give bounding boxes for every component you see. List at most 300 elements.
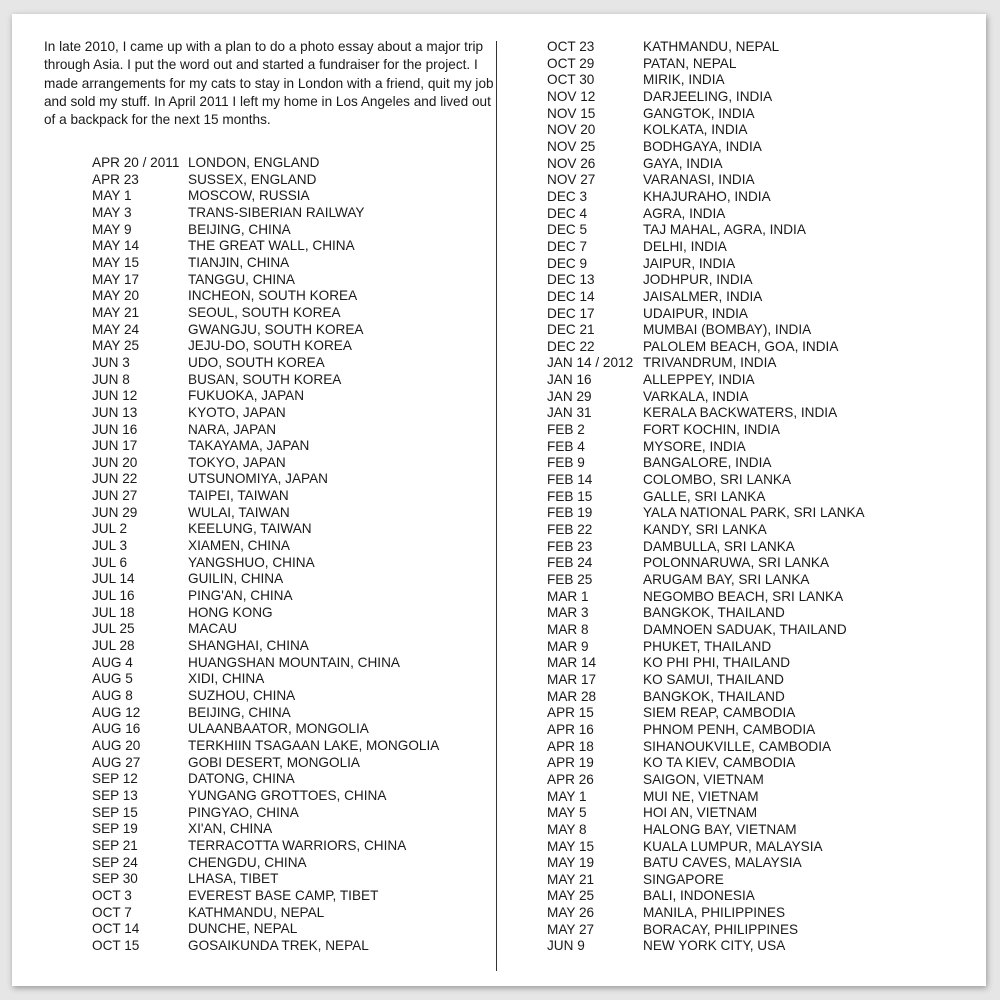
itinerary-date: MAY 8: [547, 821, 587, 837]
itinerary-place: INCHEON, SOUTH KOREA: [188, 288, 358, 304]
itinerary-column-left: [92, 155, 439, 955]
itinerary-place: MOSCOW, RUSSIA: [188, 188, 310, 204]
itinerary-date: MAY 21: [92, 304, 140, 320]
itinerary-date: MAY 15: [92, 254, 140, 270]
itinerary-place: VARKALA, INDIA: [643, 388, 749, 404]
itinerary-place: MACAU: [188, 621, 238, 637]
itinerary-place: KATHMANDU, NEPAL: [643, 39, 780, 54]
itinerary-date: NOV 12: [547, 88, 596, 104]
itinerary-row: [547, 755, 865, 772]
itinerary-row: [547, 355, 865, 372]
itinerary-row: [547, 239, 865, 256]
itinerary-place: KO TA KIEV, CAMBODIA: [643, 755, 796, 771]
itinerary-row: [92, 938, 439, 955]
itinerary-date: MAY 17: [92, 271, 140, 287]
itinerary-date: MAY 9: [92, 221, 132, 237]
itinerary-date: APR 19: [547, 755, 594, 771]
itinerary-place: THE GREAT WALL, CHINA: [188, 238, 355, 254]
itinerary-date: FEB 9: [547, 455, 585, 471]
itinerary-place: DATONG, CHINA: [188, 771, 295, 787]
itinerary-date: FEB 24: [547, 555, 593, 571]
itinerary-place: ARUGAM BAY, SRI LANKA: [643, 572, 810, 587]
itinerary-row: [547, 72, 865, 89]
itinerary-place: TAJ MAHAL, AGRA, INDIA: [643, 222, 806, 238]
itinerary-row: [547, 422, 865, 439]
itinerary-date: MAR 3: [547, 605, 589, 621]
itinerary-place: LHASA, TIBET: [188, 871, 279, 887]
itinerary-date: OCT 29: [547, 55, 595, 71]
itinerary-place: MIRIK, INDIA: [643, 72, 725, 88]
itinerary-place: JEJU-DO, SOUTH KOREA: [188, 338, 352, 354]
itinerary-date: MAY 1: [547, 788, 587, 804]
itinerary-row: [92, 255, 439, 272]
itinerary-date: JUN 8: [92, 371, 130, 387]
itinerary-date: MAY 21: [547, 871, 595, 887]
itinerary-date: JUN 9: [547, 938, 585, 954]
itinerary-row: [547, 822, 865, 839]
itinerary-place: JAISALMER, INDIA: [643, 288, 763, 304]
itinerary-date: JUN 27: [92, 488, 138, 504]
itinerary-place: TERKHIIN TSAGAAN LAKE, MONGOLIA: [188, 737, 440, 753]
itinerary-row: [547, 472, 865, 489]
itinerary-place: MYSORE, INDIA: [643, 438, 746, 454]
itinerary-place: UDAIPUR, INDIA: [643, 305, 748, 321]
itinerary-place: ULAANBAATOR, MONGOLIA: [188, 721, 369, 737]
itinerary-date: DEC 3: [547, 188, 588, 204]
itinerary-row: [547, 905, 865, 922]
itinerary-place: SIEM REAP, CAMBODIA: [643, 705, 796, 721]
itinerary-date: JUL 6: [92, 554, 128, 570]
itinerary-place: GWANGJU, SOUTH KOREA: [188, 321, 364, 337]
itinerary-row: [92, 322, 439, 339]
itinerary-date: OCT 3: [92, 887, 132, 903]
itinerary-row: [547, 405, 865, 422]
itinerary-row: [92, 871, 439, 888]
itinerary-date: MAY 19: [547, 855, 595, 871]
itinerary-date: JUN 29: [92, 504, 138, 520]
itinerary-place: KANDY, SRI LANKA: [643, 522, 767, 538]
itinerary-date: FEB 15: [547, 488, 593, 504]
itinerary-date: JUL 3: [92, 538, 128, 554]
itinerary-row: [92, 272, 439, 289]
itinerary-place: TIANJIN, CHINA: [188, 254, 290, 270]
itinerary-place: PHUKET, THAILAND: [643, 638, 772, 654]
itinerary-place: COLOMBO, SRI LANKA: [643, 472, 792, 488]
itinerary-date: AUG 27: [92, 754, 141, 770]
itinerary-place: HONG KONG: [188, 604, 273, 620]
itinerary-place: PING'AN, CHINA: [188, 588, 293, 604]
itinerary-row: [92, 422, 439, 439]
itinerary-date: JUL 16: [92, 588, 135, 604]
itinerary-place: CHENGDU, CHINA: [188, 854, 307, 870]
itinerary-row: [547, 772, 865, 789]
itinerary-date: APR 23: [92, 171, 139, 187]
itinerary-place: BATU CAVES, MALAYSIA: [643, 855, 802, 871]
itinerary-place: DELHI, INDIA: [643, 238, 727, 254]
itinerary-date: MAY 26: [547, 905, 595, 921]
itinerary-row: [547, 888, 865, 905]
itinerary-date: AUG 12: [92, 704, 141, 720]
itinerary-row: [547, 272, 865, 289]
itinerary-place: TAIPEI, TAIWAN: [188, 488, 289, 504]
itinerary-row: [547, 156, 865, 173]
itinerary-place: NARA, JAPAN: [188, 421, 277, 437]
itinerary-date: NOV 15: [547, 105, 596, 121]
itinerary-place: KERALA BACKWATERS, INDIA: [643, 405, 838, 421]
itinerary-row: [547, 455, 865, 472]
itinerary-row: [547, 122, 865, 139]
itinerary-date: MAY 3: [92, 204, 132, 220]
itinerary-row: [92, 605, 439, 622]
itinerary-place: TRANS-SIBERIAN RAILWAY: [188, 204, 365, 220]
itinerary-place: FORT KOCHIN, INDIA: [643, 422, 780, 438]
itinerary-date: MAY 25: [92, 338, 140, 354]
itinerary-row: [547, 489, 865, 506]
itinerary-place: YALA NATIONAL PARK, SRI LANKA: [643, 505, 865, 521]
itinerary-place: GOBI DESERT, MONGOLIA: [188, 754, 360, 770]
itinerary-row: [92, 821, 439, 838]
itinerary-place: ALLEPPEY, INDIA: [643, 372, 755, 388]
itinerary-row: [92, 538, 439, 555]
itinerary-row: [92, 921, 439, 938]
itinerary-row: [547, 722, 865, 739]
itinerary-date: AUG 8: [92, 688, 133, 703]
itinerary-date: FEB 2: [547, 422, 585, 438]
itinerary-row: [92, 405, 439, 422]
itinerary-row: [92, 571, 439, 588]
itinerary-place: HUANGSHAN MOUNTAIN, CHINA: [188, 654, 400, 670]
itinerary-date: MAY 25: [547, 888, 595, 904]
itinerary-row: [547, 372, 865, 389]
itinerary-date: JUN 20: [92, 454, 138, 470]
itinerary-row: [92, 788, 439, 805]
itinerary-place: PINGYAO, CHINA: [188, 804, 299, 820]
itinerary-row: [92, 305, 439, 322]
itinerary-date: NOV 20: [547, 122, 596, 138]
itinerary-row: [547, 389, 865, 406]
itinerary-place: MANILA, PHILIPPINES: [643, 905, 786, 921]
itinerary-date: JUN 12: [92, 388, 138, 404]
itinerary-place: SUZHOU, CHINA: [188, 688, 296, 703]
itinerary-place: YANGSHUO, CHINA: [188, 554, 315, 570]
itinerary-place: PATAN, NEPAL: [643, 55, 737, 71]
itinerary-date: AUG 4: [92, 654, 133, 670]
itinerary-date: OCT 14: [92, 921, 140, 937]
itinerary-date: JUN 17: [92, 438, 138, 454]
itinerary-place: SIHANOUKVILLE, CAMBODIA: [643, 738, 832, 754]
itinerary-row: [547, 605, 865, 622]
itinerary-place: GAYA, INDIA: [643, 155, 723, 171]
itinerary-date: MAY 27: [547, 921, 595, 937]
itinerary-date: NOV 25: [547, 138, 596, 154]
itinerary-date: DEC 13: [547, 272, 595, 288]
itinerary-row: [547, 189, 865, 206]
itinerary-row: [547, 639, 865, 656]
itinerary-row: [92, 238, 439, 255]
itinerary-place: BODHGAYA, INDIA: [643, 138, 762, 154]
itinerary-row: [547, 139, 865, 156]
itinerary-place: BANGKOK, THAILAND: [643, 688, 785, 704]
itinerary-date: SEP 24: [92, 854, 138, 870]
itinerary-place: TOKYO, JAPAN: [188, 454, 286, 470]
itinerary-column-right: [547, 39, 865, 955]
itinerary-row: [92, 372, 439, 389]
itinerary-row: [547, 339, 865, 356]
itinerary-date: MAR 9: [547, 638, 589, 654]
itinerary-place: KEELUNG, TAIWAN: [188, 521, 312, 537]
itinerary-date: MAY 24: [92, 321, 140, 337]
itinerary-date: DEC 7: [547, 238, 588, 254]
itinerary-date: NOV 27: [547, 172, 596, 188]
itinerary-row: [547, 56, 865, 73]
itinerary-row: [92, 205, 439, 222]
itinerary-place: AGRA, INDIA: [643, 205, 726, 221]
itinerary-place: FUKUOKA, JAPAN: [188, 388, 305, 404]
itinerary-row: [547, 39, 865, 56]
itinerary-row: [547, 839, 865, 856]
itinerary-row: [547, 572, 865, 589]
itinerary-row: [92, 471, 439, 488]
itinerary-place: BEIJING, CHINA: [188, 704, 291, 720]
itinerary-place: MUMBAI (BOMBAY), INDIA: [643, 322, 812, 338]
itinerary-row: [92, 705, 439, 722]
itinerary-row: [547, 172, 865, 189]
itinerary-date: JAN 16: [547, 372, 592, 388]
itinerary-row: [92, 888, 439, 905]
itinerary-row: [547, 922, 865, 939]
itinerary-date: MAY 5: [547, 805, 587, 821]
itinerary-place: BANGALORE, INDIA: [643, 455, 772, 471]
itinerary-place: NEW YORK CITY, USA: [643, 938, 786, 954]
itinerary-place: BORACAY, PHILIPPINES: [643, 921, 799, 937]
itinerary-row: [547, 322, 865, 339]
itinerary-row: [92, 388, 439, 405]
itinerary-place: SUSSEX, ENGLAND: [188, 171, 317, 187]
itinerary-place: XIAMEN, CHINA: [188, 538, 290, 554]
itinerary-date: MAR 8: [547, 621, 589, 637]
itinerary-place: JODHPUR, INDIA: [643, 272, 753, 288]
itinerary-date: MAY 15: [547, 838, 595, 854]
itinerary-date: AUG 16: [92, 721, 141, 737]
itinerary-row: [92, 755, 439, 772]
itinerary-row: [547, 689, 865, 706]
itinerary-place: SEOUL, SOUTH KOREA: [188, 304, 341, 320]
itinerary-place: KHAJURAHO, INDIA: [643, 188, 771, 204]
itinerary-date: FEB 19: [547, 505, 593, 521]
itinerary-date: MAY 14: [92, 238, 140, 254]
itinerary-place: BALI, INDONESIA: [643, 888, 755, 904]
itinerary-place: LONDON, ENGLAND: [188, 155, 320, 170]
itinerary-row: [92, 155, 439, 172]
itinerary-place: PALOLEM BEACH, GOA, INDIA: [643, 338, 839, 354]
itinerary-place: GUILIN, CHINA: [188, 571, 284, 587]
itinerary-date: APR 26: [547, 771, 594, 787]
itinerary-place: YUNGANG GROTTOES, CHINA: [188, 787, 387, 803]
itinerary-place: JAIPUR, INDIA: [643, 255, 736, 271]
itinerary-row: [547, 855, 865, 872]
itinerary-date: DEC 17: [547, 305, 595, 321]
itinerary-place: KYOTO, JAPAN: [188, 404, 286, 420]
itinerary-date: JUN 13: [92, 404, 138, 420]
itinerary-place: PHNOM PENH, CAMBODIA: [643, 721, 816, 737]
itinerary-row: [547, 655, 865, 672]
itinerary-date: FEB 14: [547, 472, 593, 488]
itinerary-date: MAR 28: [547, 688, 597, 704]
itinerary-place: TERRACOTTA WARRIORS, CHINA: [188, 837, 407, 853]
itinerary-date: APR 15: [547, 705, 594, 721]
itinerary-date: SEP 30: [92, 871, 138, 887]
itinerary-place: DAMNOEN SADUAK, THAILAND: [643, 621, 847, 637]
itinerary-date: JUL 28: [92, 638, 135, 654]
itinerary-place: TRIVANDRUM, INDIA: [643, 355, 777, 371]
itinerary-row: [92, 805, 439, 822]
itinerary-date: MAR 17: [547, 671, 597, 687]
document-page: [12, 14, 986, 986]
itinerary-place: GOSAIKUNDA TREK, NEPAL: [188, 937, 369, 953]
itinerary-row: [547, 89, 865, 106]
itinerary-row: [92, 671, 439, 688]
itinerary-date: JUL 2: [92, 521, 128, 537]
itinerary-place: TANGGU, CHINA: [188, 271, 295, 287]
itinerary-row: [92, 188, 439, 205]
itinerary-place: KO SAMUI, THAILAND: [643, 671, 785, 687]
itinerary-row: [92, 488, 439, 505]
itinerary-date: DEC 5: [547, 222, 588, 238]
itinerary-date: DEC 22: [547, 338, 595, 354]
itinerary-date: SEP 12: [92, 771, 138, 787]
itinerary-place: DUNCHE, NEPAL: [188, 921, 298, 937]
itinerary-place: GANGTOK, INDIA: [643, 105, 755, 121]
itinerary-date: SEP 21: [92, 837, 138, 853]
itinerary-row: [547, 622, 865, 639]
itinerary-row: [547, 539, 865, 556]
itinerary-date: JUL 14: [92, 571, 135, 587]
itinerary-row: [92, 855, 439, 872]
itinerary-row: [92, 721, 439, 738]
itinerary-row: [92, 222, 439, 239]
itinerary-date: DEC 14: [547, 288, 595, 304]
itinerary-date: JAN 29: [547, 388, 592, 404]
itinerary-date: APR 16: [547, 721, 594, 737]
itinerary-place: HALONG BAY, VIETNAM: [643, 821, 797, 837]
itinerary-row: [547, 589, 865, 606]
itinerary-place: WULAI, TAIWAN: [188, 504, 290, 520]
itinerary-row: [92, 655, 439, 672]
itinerary-date: SEP 19: [92, 821, 138, 837]
itinerary-row: [547, 306, 865, 323]
itinerary-date: FEB 25: [547, 572, 593, 587]
itinerary-place: UTSUNOMIYA, JAPAN: [188, 471, 328, 487]
itinerary-place: DARJEELING, INDIA: [643, 88, 773, 104]
itinerary-row: [92, 555, 439, 572]
itinerary-place: BEIJING, CHINA: [188, 221, 291, 237]
itinerary-row: [547, 555, 865, 572]
itinerary-place: BANGKOK, THAILAND: [643, 605, 785, 621]
itinerary-date: SEP 13: [92, 787, 138, 803]
itinerary-row: [547, 789, 865, 806]
itinerary-place: POLONNARUWA, SRI LANKA: [643, 555, 830, 571]
itinerary-date: OCT 7: [92, 904, 132, 920]
itinerary-row: [92, 838, 439, 855]
itinerary-row: [92, 771, 439, 788]
itinerary-place: XIDI, CHINA: [188, 671, 265, 687]
itinerary-date: MAY 20: [92, 288, 140, 304]
itinerary-date: NOV 26: [547, 155, 596, 171]
itinerary-place: BUSAN, SOUTH KOREA: [188, 371, 342, 387]
itinerary-place: NEGOMBO BEACH, SRI LANKA: [643, 588, 844, 604]
itinerary-place: VARANASI, INDIA: [643, 172, 755, 188]
itinerary-date: FEB 4: [547, 438, 585, 454]
itinerary-row: [92, 455, 439, 472]
itinerary-row: [547, 222, 865, 239]
itinerary-date: JUN 16: [92, 421, 138, 437]
column-divider: [496, 41, 497, 971]
itinerary-place: KATHMANDU, NEPAL: [188, 904, 325, 920]
itinerary-row: [547, 739, 865, 756]
itinerary-row: [547, 106, 865, 123]
itinerary-place: KO PHI PHI, THAILAND: [643, 655, 791, 671]
itinerary-date: AUG 5: [92, 671, 133, 687]
itinerary-row: [92, 905, 439, 922]
itinerary-date: MAR 1: [547, 588, 589, 604]
itinerary-row: [92, 505, 439, 522]
itinerary-date: DEC 9: [547, 255, 588, 271]
itinerary-place: KUALA LUMPUR, MALAYSIA: [643, 838, 823, 854]
itinerary-row: [547, 705, 865, 722]
itinerary-row: [547, 872, 865, 889]
itinerary-place: HOI AN, VIETNAM: [643, 805, 758, 821]
itinerary-date: OCT 23: [547, 39, 595, 54]
itinerary-row: [547, 206, 865, 223]
itinerary-row: [547, 672, 865, 689]
itinerary-place: TAKAYAMA, JAPAN: [188, 438, 310, 454]
itinerary-date: DEC 4: [547, 205, 588, 221]
itinerary-row: [92, 621, 439, 638]
itinerary-date: APR 20 / 2011: [92, 155, 180, 170]
itinerary-date: FEB 23: [547, 538, 593, 554]
itinerary-place: SINGAPORE: [643, 871, 724, 887]
itinerary-date: AUG 20: [92, 737, 141, 753]
itinerary-date: OCT 30: [547, 72, 595, 88]
itinerary-row: [92, 438, 439, 455]
itinerary-date: MAR 14: [547, 655, 597, 671]
itinerary-row: [547, 938, 865, 955]
itinerary-date: OCT 15: [92, 937, 140, 953]
itinerary-row: [547, 522, 865, 539]
itinerary-date: MAY 1: [92, 188, 132, 204]
itinerary-date: DEC 21: [547, 322, 595, 338]
itinerary-date: FEB 22: [547, 522, 593, 538]
itinerary-date: JUL 25: [92, 621, 135, 637]
itinerary-row: [92, 738, 439, 755]
itinerary-date: JUN 3: [92, 354, 130, 370]
itinerary-row: [92, 588, 439, 605]
itinerary-row: [92, 355, 439, 372]
itinerary-row: [547, 805, 865, 822]
itinerary-row: [547, 439, 865, 456]
itinerary-place: EVEREST BASE CAMP, TIBET: [188, 887, 379, 903]
itinerary-date: JAN 31: [547, 405, 592, 421]
itinerary-place: GALLE, SRI LANKA: [643, 488, 766, 504]
itinerary-place: UDO, SOUTH KOREA: [188, 354, 325, 370]
itinerary-row: [92, 688, 439, 705]
intro-paragraph: In late 2010, I came up with a plan to do a photo essay about a major trip through Asia. I put the word out and started a fundraiser for the project. I made arrangements for my cats to stay in London with a friend, quit my job and sold my stuff. In April 2011 I left my home in Los Angeles and lived out of a backpack for the next 15 months.: [44, 39, 494, 128]
itinerary-date: SEP 15: [92, 804, 138, 820]
itinerary-place: XI'AN, CHINA: [188, 821, 273, 837]
itinerary-row: [547, 505, 865, 522]
itinerary-row: [92, 338, 439, 355]
itinerary-row: [92, 288, 439, 305]
